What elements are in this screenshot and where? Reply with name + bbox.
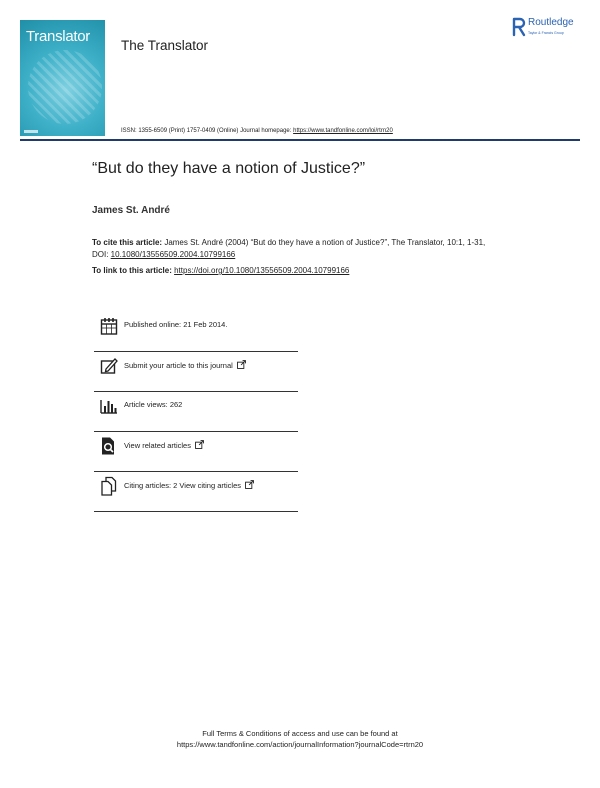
issn-line bbox=[121, 128, 393, 134]
journal-homepage-link[interactable]: https://www.tandfonline.com/loi/rtrn20 bbox=[293, 128, 393, 134]
cover-publisher-mark bbox=[24, 130, 38, 133]
edit-icon bbox=[100, 356, 118, 376]
cite-label: To cite this article: bbox=[92, 238, 163, 247]
cover-globe-graphic bbox=[28, 50, 102, 124]
citing-articles-text: Citing articles: 2 View citing articles bbox=[124, 481, 241, 490]
related-articles-label bbox=[124, 440, 204, 450]
related-articles-text: View related articles bbox=[124, 441, 191, 450]
footer-terms-link[interactable]: https://www.tandfonline.com/action/journalInformation?journalCode=rtrn20 bbox=[176, 740, 424, 749]
submit-article-text: Submit your article to this journal bbox=[124, 361, 233, 370]
publisher-subtitle: Taylor & Francis Group bbox=[528, 31, 564, 35]
external-link-icon bbox=[195, 440, 204, 449]
journal-cover-image bbox=[20, 20, 105, 136]
header-divider bbox=[20, 139, 580, 141]
footer-terms-text: Full Terms & Conditions of access and use can be found at bbox=[202, 729, 398, 738]
footer bbox=[0, 728, 600, 750]
author-name: James St. André bbox=[92, 205, 170, 216]
cover-title: Translator bbox=[26, 28, 90, 45]
article-title: “But do they have a notion of Justice?” bbox=[92, 160, 366, 177]
journal-name: The Translator bbox=[121, 38, 209, 53]
article-views-label: Article views: 262 bbox=[124, 400, 183, 409]
cite-text: James St. André (2004) “But do they have a notion of Justice?”, The Translator, 10:1, 1-31, DOI: bbox=[92, 238, 486, 259]
published-online-label: Published online: 21 Feb 2014. bbox=[124, 320, 228, 329]
bar-chart-icon bbox=[100, 396, 118, 416]
submit-article-row[interactable] bbox=[94, 352, 298, 392]
doi-link[interactable]: 10.1080/13556509.2004.10799166 bbox=[110, 249, 236, 259]
search-document-icon bbox=[100, 436, 118, 456]
issn-text: ISSN: 1355-6509 (Print) 1757-0409 (Online) Journal homepage: bbox=[121, 128, 294, 134]
link-label: To link to this article: bbox=[92, 266, 175, 275]
citation-block bbox=[92, 237, 492, 260]
article-views-row bbox=[94, 392, 298, 432]
article-doi-url[interactable]: https://doi.org/10.1080/13556509.2004.10799166 bbox=[174, 266, 350, 275]
published-online-row bbox=[94, 312, 298, 352]
external-link-icon bbox=[237, 360, 246, 369]
article-links-list bbox=[94, 312, 298, 512]
related-articles-row[interactable] bbox=[94, 432, 298, 472]
citing-articles-row[interactable] bbox=[94, 472, 298, 512]
calendar-icon bbox=[100, 316, 118, 336]
routledge-r-icon bbox=[512, 17, 526, 37]
citing-articles-icon bbox=[100, 476, 118, 496]
publisher-name: Routledge bbox=[528, 17, 574, 28]
citing-articles-label bbox=[124, 480, 254, 490]
article-link-block bbox=[92, 266, 349, 275]
submit-article-label bbox=[124, 360, 246, 370]
external-link-icon bbox=[245, 480, 254, 489]
